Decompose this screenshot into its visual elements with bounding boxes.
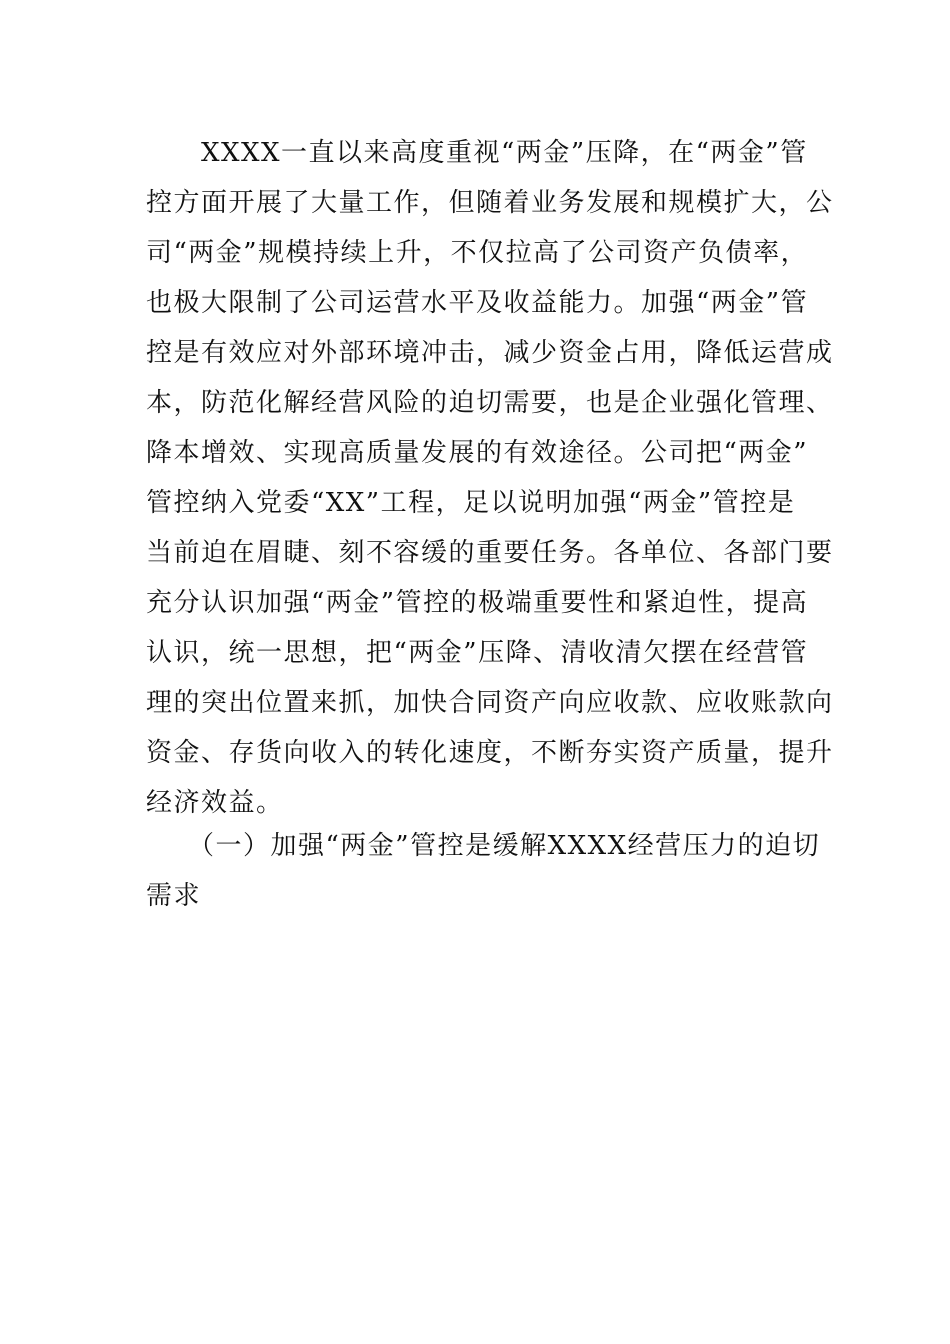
paragraph-line: 认识，统一思想，把“两金”压降、清收清欠摆在经营管 — [146, 638, 809, 668]
paragraph-line: 理的突出位置来抓，加快合同资产向应收款、应收账款向 — [146, 688, 834, 718]
paragraph-line: 管控纳入党委“XX”工程，足以说明加强“两金”管控是 — [146, 488, 796, 518]
paragraph-line: 控是有效应对外部环境冲击，减少资金占用，降低运营成 — [146, 338, 834, 368]
paragraph-line: 资金、存货向收入的转化速度，不断夯实资产质量，提升 — [146, 738, 834, 768]
paragraph-line: 当前迫在眉睫、刻不容缓的重要任务。各单位、各部门要 — [146, 538, 834, 568]
paragraph-line: 控方面开展了大量工作，但随着业务发展和规模扩大，公 — [146, 188, 834, 218]
paragraph-line: 充分认识加强“两金”管控的极端重要性和紧迫性，提高 — [146, 588, 809, 618]
paragraph-line: 司“两金”规模持续上升，不仅拉高了公司资产负债率， — [146, 238, 809, 268]
paragraph-line: 本，防范化解经营风险的迫切需要，也是企业强化管理、 — [146, 388, 834, 418]
paragraph-line: 也极大限制了公司运营水平及收益能力。加强“两金”管 — [146, 288, 809, 318]
heading-line: 需求 — [146, 881, 202, 911]
heading-line: （一）加强“两金”管控是缓解XXXX经营压力的迫切 — [146, 831, 821, 861]
paragraph-line: 降本增效、实现高质量发展的有效途径。公司把“两金” — [146, 438, 809, 468]
paragraph-line: XXXX一直以来高度重视“两金”压降，在“两金”管 — [146, 138, 808, 168]
section-heading — [146, 821, 821, 921]
body-paragraph — [146, 128, 834, 828]
paragraph-line: 经济效益。 — [146, 788, 284, 818]
